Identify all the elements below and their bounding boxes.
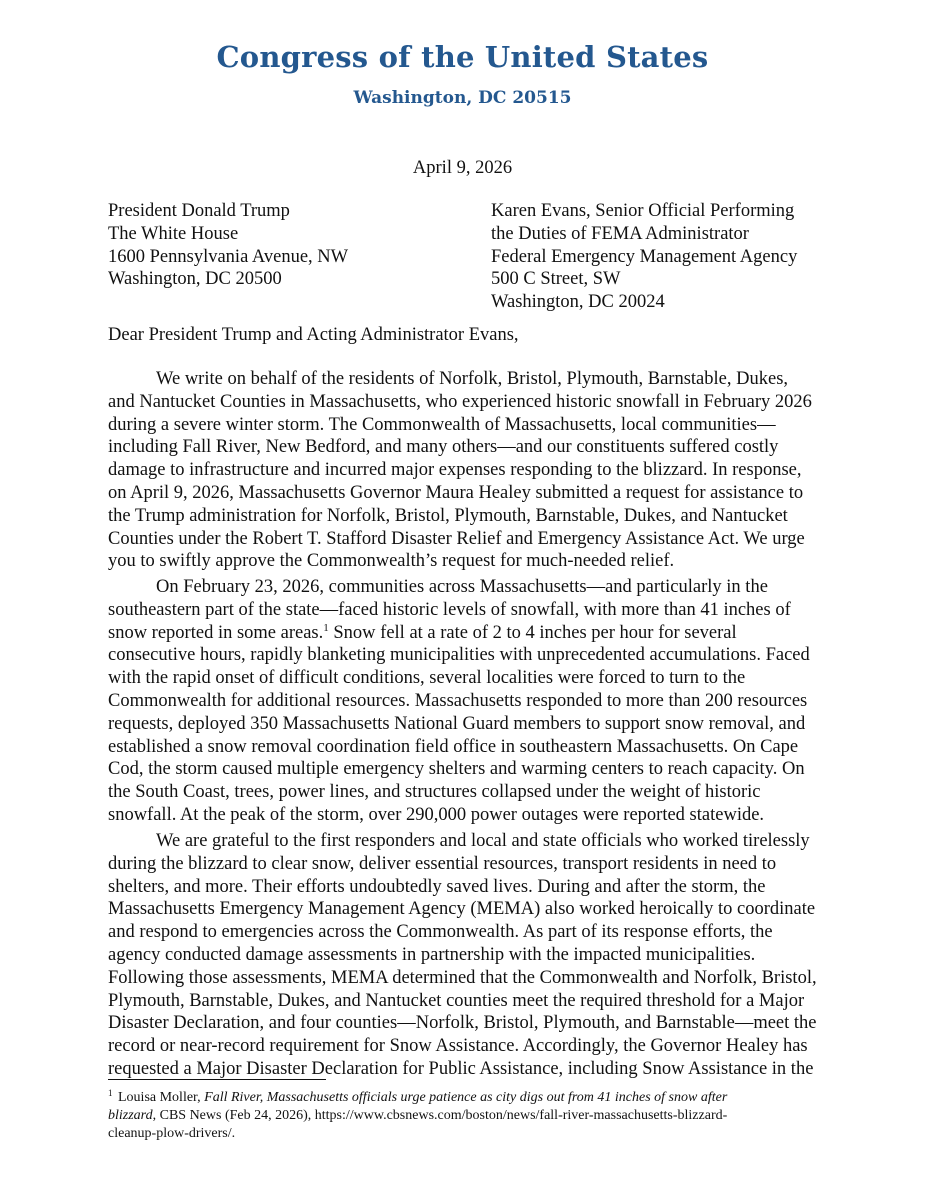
- body-paragraph-1: [108, 368, 828, 573]
- text-segment: Snow fell at a rate of 2 to 4 inches per hour for several: [328, 622, 737, 643]
- address-line: Karen Evans, Senior Official Performing: [491, 201, 795, 221]
- body-paragraph-2: [108, 576, 828, 827]
- footnote-article-title: blizzard: [108, 1108, 153, 1123]
- text-line: the South Coast, trees, power lines, and structures collapsed under the weight of historic: [108, 782, 761, 803]
- text-line: Disaster Declaration, and four counties—Norfolk, Bristol, Plymouth, and Barnstable—meet the: [108, 1013, 817, 1034]
- text-line: and Nantucket Counties in Massachusetts, who experienced historic snowfall in February 2026: [108, 391, 812, 412]
- letterhead-location: Washington, DC 20515: [353, 88, 572, 108]
- text-line: including Fall River, New Bedford, and many others—and our constituents suffered costly: [108, 437, 779, 458]
- text-line: established a snow removal coordination field office in southeastern Massachusetts. On Cape: [108, 736, 799, 757]
- footnote-line: [108, 1089, 808, 1107]
- footnote-link[interactable]: cleanup-plow-drivers/.: [108, 1126, 236, 1141]
- text-line: with the rapid onset of difficult conditions, several localities were forced to turn to the: [108, 668, 746, 689]
- letter-date: April 9, 2026: [412, 158, 513, 178]
- letterhead-title: Congress of the United States: [216, 40, 709, 74]
- footnote-source: , CBS News (Feb 24, 2026), https://www.cbsnews.com/boston/news/fall-river-massachusetts-blizzard-: [152, 1108, 728, 1123]
- address-line: Washington, DC 20024: [491, 292, 665, 313]
- address-line: The White House: [108, 223, 239, 244]
- text-line: shelters, and more. Their efforts undoubtedly saved lives. During and after the storm, the: [108, 876, 766, 897]
- salutation: Dear President Trump and Acting Administrator Evans,: [108, 325, 519, 345]
- recipient-address-left: [108, 200, 348, 291]
- text-line: during the blizzard to clear snow, deliver essential resources, transport residents in need to: [108, 853, 777, 874]
- recipient-address-right: [491, 200, 797, 314]
- body-paragraph-3: [108, 830, 828, 1081]
- text-line: and respond to emergencies across the Commonwealth. As part of its response efforts, the: [108, 922, 773, 943]
- text-line: Commonwealth for additional resources. Massachusetts responded to more than 200 resources: [108, 690, 808, 711]
- text-line: southeastern part of the state—faced historic levels of snowfall, with more than 41 inches of: [108, 599, 791, 620]
- footnote-reference: 1: [323, 621, 329, 634]
- footnote-article-title: Fall River, Massachusetts officials urge patience as city digs out from 41 inches of snow after: [204, 1090, 728, 1105]
- text-line: Following those assessments, MEMA determined that the Commonwealth and Norfolk, Bristol,: [108, 967, 817, 988]
- text-line: requested a Major Disaster Declaration for Public Assistance, including Snow Assistance in the: [108, 1058, 814, 1079]
- text-line: snowfall. At the peak of the storm, over 290,000 power outages were reported statewide.: [108, 804, 765, 825]
- text-line: consecutive hours, rapidly blanketing municipalities with unprecedented accumulations. Faced: [108, 645, 810, 666]
- address-line: Federal Emergency Management Agency: [491, 246, 798, 267]
- text-line: record or near-record requirement for Snow Assistance. Accordingly, the Governor Healey has: [108, 1036, 808, 1057]
- text-line: Plymouth, Barnstable, Dukes, and Nantucket counties meet the required threshold for a Major: [108, 990, 805, 1011]
- text-line: during a severe winter storm. The Commonwealth of Massachusetts, local communities—: [108, 414, 776, 435]
- address-line: 500 C Street, SW: [491, 269, 621, 290]
- text-line: We write on behalf of the residents of Norfolk, Bristol, Plymouth, Barnstable, Dukes,: [156, 369, 789, 389]
- text-segment: snow reported in some areas.: [108, 622, 324, 643]
- text-line: damage to infrastructure and incurred major expenses responding to the blizzard. In response,: [108, 460, 802, 481]
- text-line: the Trump administration for Norfolk, Bristol, Plymouth, Barnstable, Dukes, and Nantucket: [108, 505, 788, 526]
- text-line: Counties under the Robert T. Stafford Disaster Relief and Emergency Assistance Act. We urge: [108, 528, 805, 549]
- text-line: you to swiftly approve the Commonwealth’s request for much-needed relief.: [108, 551, 675, 572]
- address-line: President Donald Trump: [108, 201, 290, 221]
- address-line: Washington, DC 20500: [108, 269, 282, 290]
- address-line: the Duties of FEMA Administrator: [491, 223, 749, 244]
- text-line: [108, 622, 828, 645]
- footnote: [108, 1089, 808, 1143]
- text-line: on April 9, 2026, Massachusetts Governor Maura Healey submitted a request for assistance to: [108, 482, 804, 503]
- text-line: Massachusetts Emergency Management Agency (MEMA) also worked heroically to coordinate: [108, 899, 816, 920]
- address-line: 1600 Pennsylvania Avenue, NW: [108, 246, 349, 267]
- footnote-mark: 1: [108, 1088, 113, 1098]
- text-line: requests, deployed 350 Massachusetts National Guard members to support snow removal, and: [108, 713, 806, 734]
- text-line: Cod, the storm caused multiple emergency shelters and warming centers to reach capacity. On: [108, 759, 805, 780]
- text-line: On February 23, 2026, communities across Massachusetts—and particularly in the: [156, 577, 768, 597]
- text-line: agency conducted damage assessments in partnership with the impacted municipalities.: [108, 944, 756, 965]
- footnote-author: Louisa Moller,: [114, 1090, 205, 1105]
- footnote-divider: [108, 1079, 326, 1080]
- footnote-line: [108, 1107, 808, 1125]
- text-line: We are grateful to the first responders and local and state officials who worked tirelessly: [156, 831, 810, 851]
